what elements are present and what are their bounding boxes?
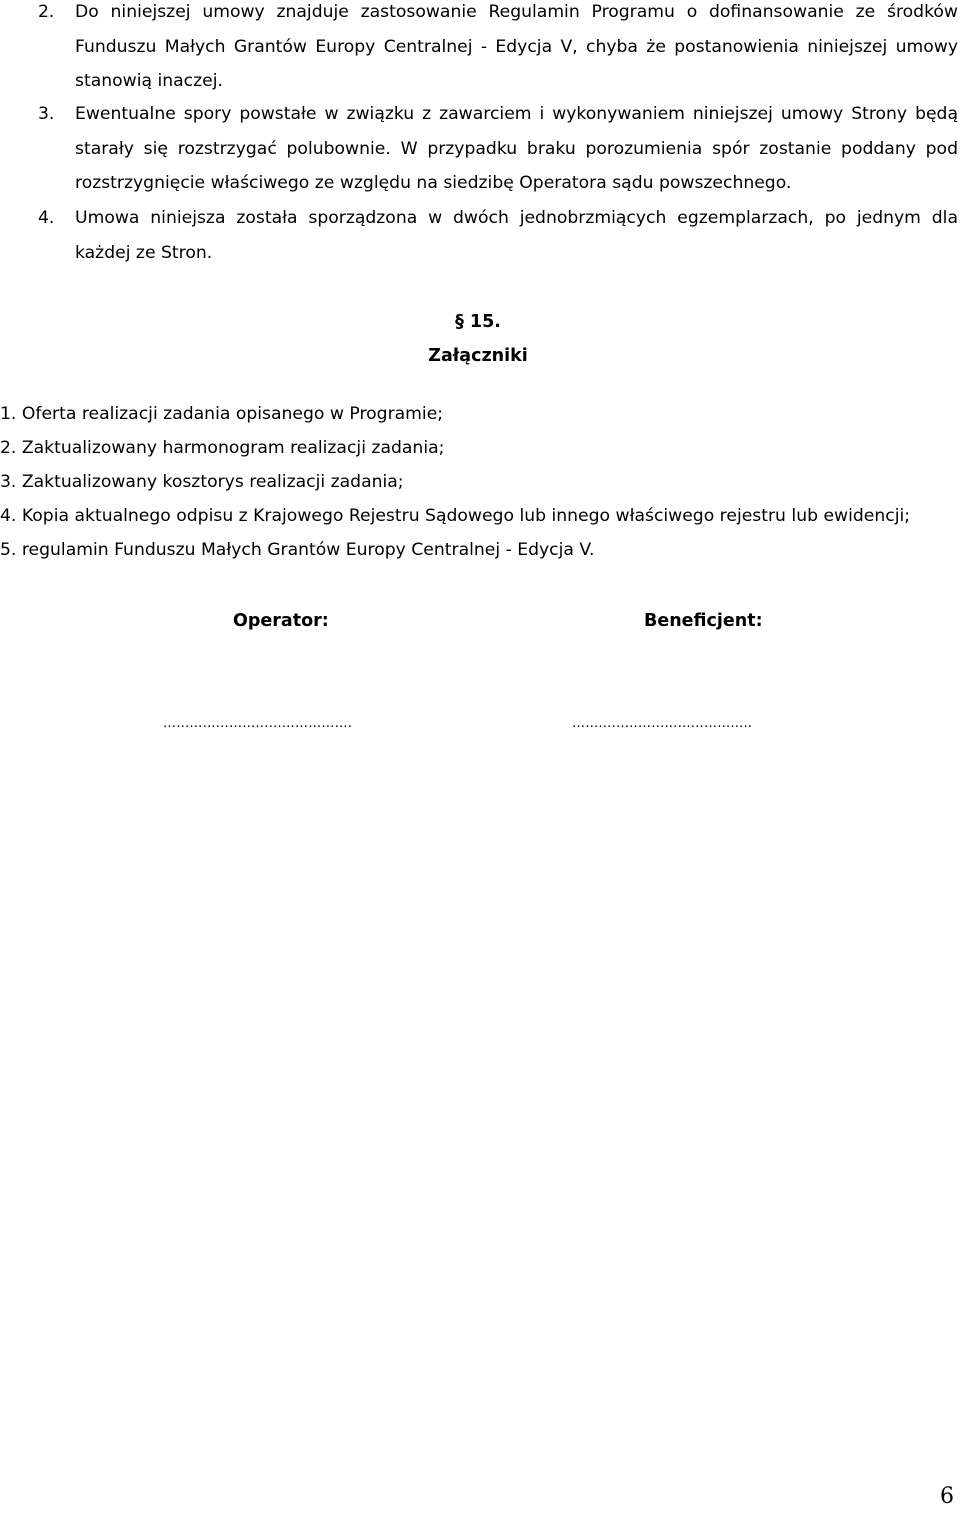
- list-item: 2. Zaktualizowany harmonogram realizacji zadania;: [0, 438, 445, 458]
- section-number: § 15.: [455, 312, 501, 332]
- clause-text: Umowa niniejsza została sporządzona w dwóch jednobrzmiących egzemplarzach, po jednym dla każdej ze Stron.: [75, 208, 958, 263]
- list-item: 4. Kopia aktualnego odpisu z Krajowego Rejestru Sądowego lub innego właściwego rejestru lub ewidencji;: [0, 506, 911, 526]
- operator-label: Operator:: [233, 611, 329, 631]
- clause-number: 4.: [38, 208, 55, 228]
- list-item: 1. Oferta realizacji zadania opisanego w Programie;: [0, 404, 444, 424]
- clause-text: Do niniejszej umowy znajduje zastosowanie Regulamin Programu o dofinansowanie ze środków Funduszu Małych Grantów Europy Centralnej - Edycja V, chyba że postanowienia niniejszej umowy stanowią inaczej.: [75, 2, 958, 91]
- clause-2: [38, 0, 958, 99]
- clause-number: 2.: [38, 2, 55, 22]
- clause-text: Ewentualne spory powstałe w związku z zawarciem i wykonywaniem niniejszej umowy Strony będą starały się rozstrzygać polubownie. W przypadku braku porozumienia spór zostanie poddany pod rozstrzygnięcie właściwego ze względu na siedzibę Operatora sądu powszechnego.: [75, 104, 958, 193]
- operator-signature-line: …………………………………….: [163, 716, 353, 731]
- attachments-list: [0, 397, 910, 567]
- clause-number: 3.: [38, 104, 55, 124]
- list-item: 3. Zaktualizowany kosztorys realizacji zadania;: [0, 472, 404, 492]
- beneficiary-label: Beneficjent:: [644, 611, 763, 631]
- clause-3: [38, 97, 958, 201]
- beneficiary-signature-line: …………………………………..: [572, 716, 753, 731]
- page-number: 6: [940, 1484, 954, 1509]
- section-title: Załączniki: [428, 346, 528, 366]
- clause-4: [38, 201, 958, 270]
- list-item: 5. regulamin Funduszu Małych Grantów Europy Centralnej - Edycja V.: [0, 540, 595, 560]
